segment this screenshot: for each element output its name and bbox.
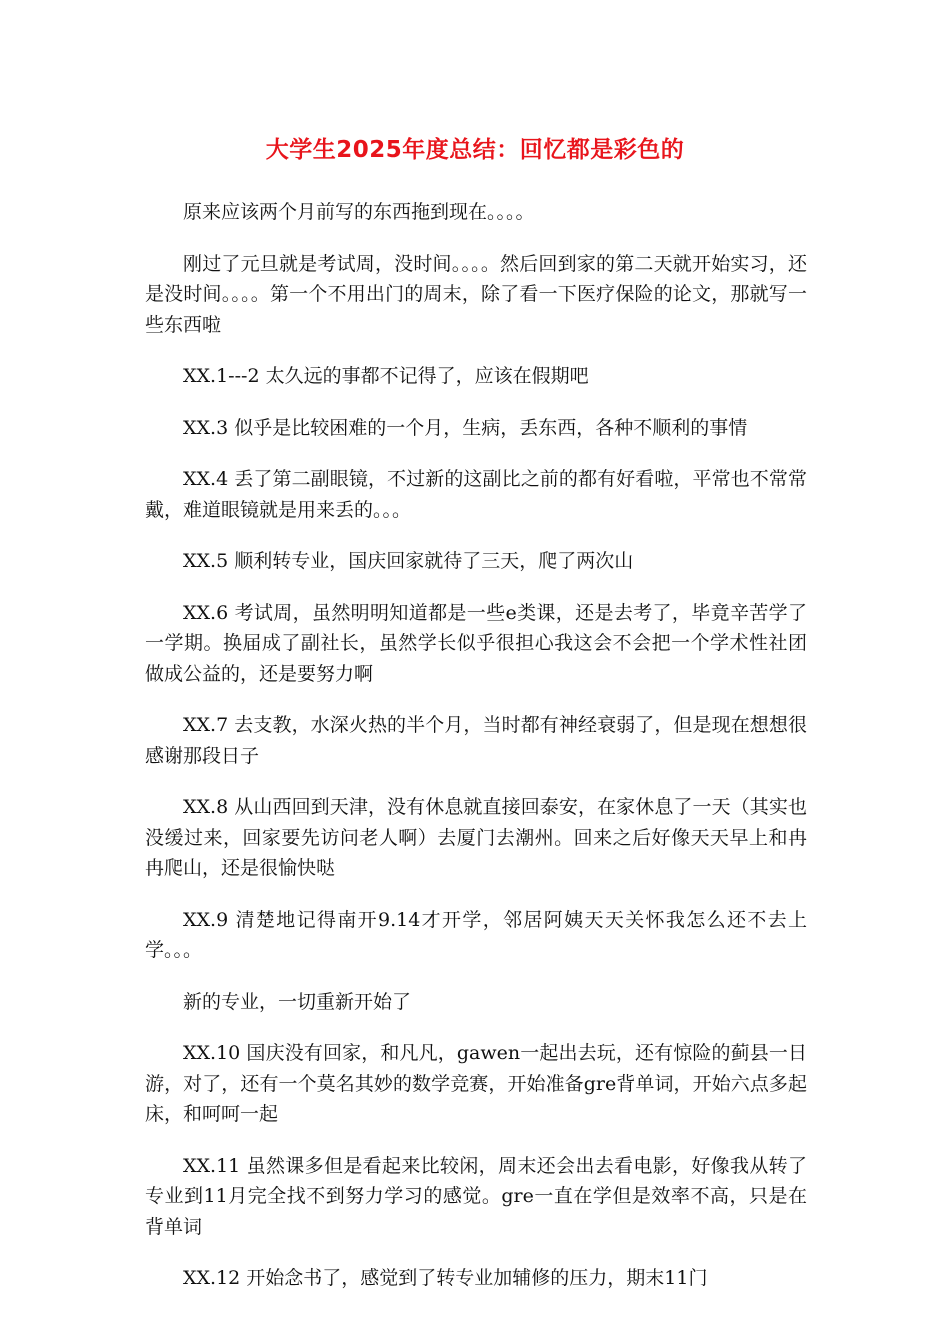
document-body bbox=[145, 197, 807, 1315]
paragraph: 刚过了元旦就是考试周，没时间。。。。然后回到家的第二天就开始实习，还是没时间。。。。第一个不用出门的周末，除了看一下医疗保险的论文，那就写一些东西啦 bbox=[145, 252, 807, 336]
paragraph: XX.11 虽然课多但是看起来比较闲，周末还会出去看电影，好像我从转了专业到11月完全找不到努力学习的感觉。gre一直在学但是效率不高，只是在背单词 bbox=[145, 1154, 807, 1238]
paragraph: XX.9 清楚地记得南开9.14才开学，邻居阿姨天天关怀我怎么还不去上学。。。 bbox=[145, 908, 807, 961]
paragraph: XX.4 丢了第二副眼镜，不过新的这副比之前的都有好看啦，平常也不常常戴，难道眼镜就是用来丢的。。。 bbox=[145, 468, 807, 521]
paragraph: XX.10 国庆没有回家，和凡凡，gawen一起出去玩，还有惊险的蓟县一日游，对了，还有一个莫名其妙的数学竞赛，开始准备gre背单词，开始六点多起床，和呵呵一起 bbox=[145, 1042, 807, 1125]
paragraph: XX.1---2 太久远的事都不记得了，应该在假期吧 bbox=[183, 365, 589, 387]
paragraph: 新的专业，一切重新开始了 bbox=[183, 990, 412, 1013]
document-title: 大学生2025年度总结：回忆都是彩色的 bbox=[265, 137, 685, 163]
paragraph: XX.6 考试周，虽然明明知道都是一些e类课，还是去考了，毕竟辛苦学了一学期。换届成了副社长，虽然学长似乎很担心我这会不会把一个学术性社团做成公益的，还是要努力啊 bbox=[145, 601, 807, 685]
paragraph: XX.12 开始念书了，感觉到了转专业加辅修的压力，期末11门 bbox=[183, 1267, 708, 1289]
paragraph: XX.7 去支教，水深火热的半个月，当时都有神经衰弱了，但是现在想想很感谢那段日子 bbox=[145, 714, 807, 767]
paragraph: XX.5 顺利转专业，国庆回家就待了三天，爬了两次山 bbox=[183, 550, 634, 572]
paragraph: 原来应该两个月前写的东西拖到现在。。。。 bbox=[183, 201, 535, 223]
paragraph: XX.8 从山西回到天津，没有休息就直接回泰安，在家休息了一天（其实也没缓过来，回家要先访问老人啊）去厦门去潮州。回来之后好像天天早上和冉冉爬山，还是很愉快哒 bbox=[145, 796, 807, 879]
paragraph: XX.3 似乎是比较困难的一个月，生病，丢东西，各种不顺利的事情 bbox=[183, 416, 748, 439]
